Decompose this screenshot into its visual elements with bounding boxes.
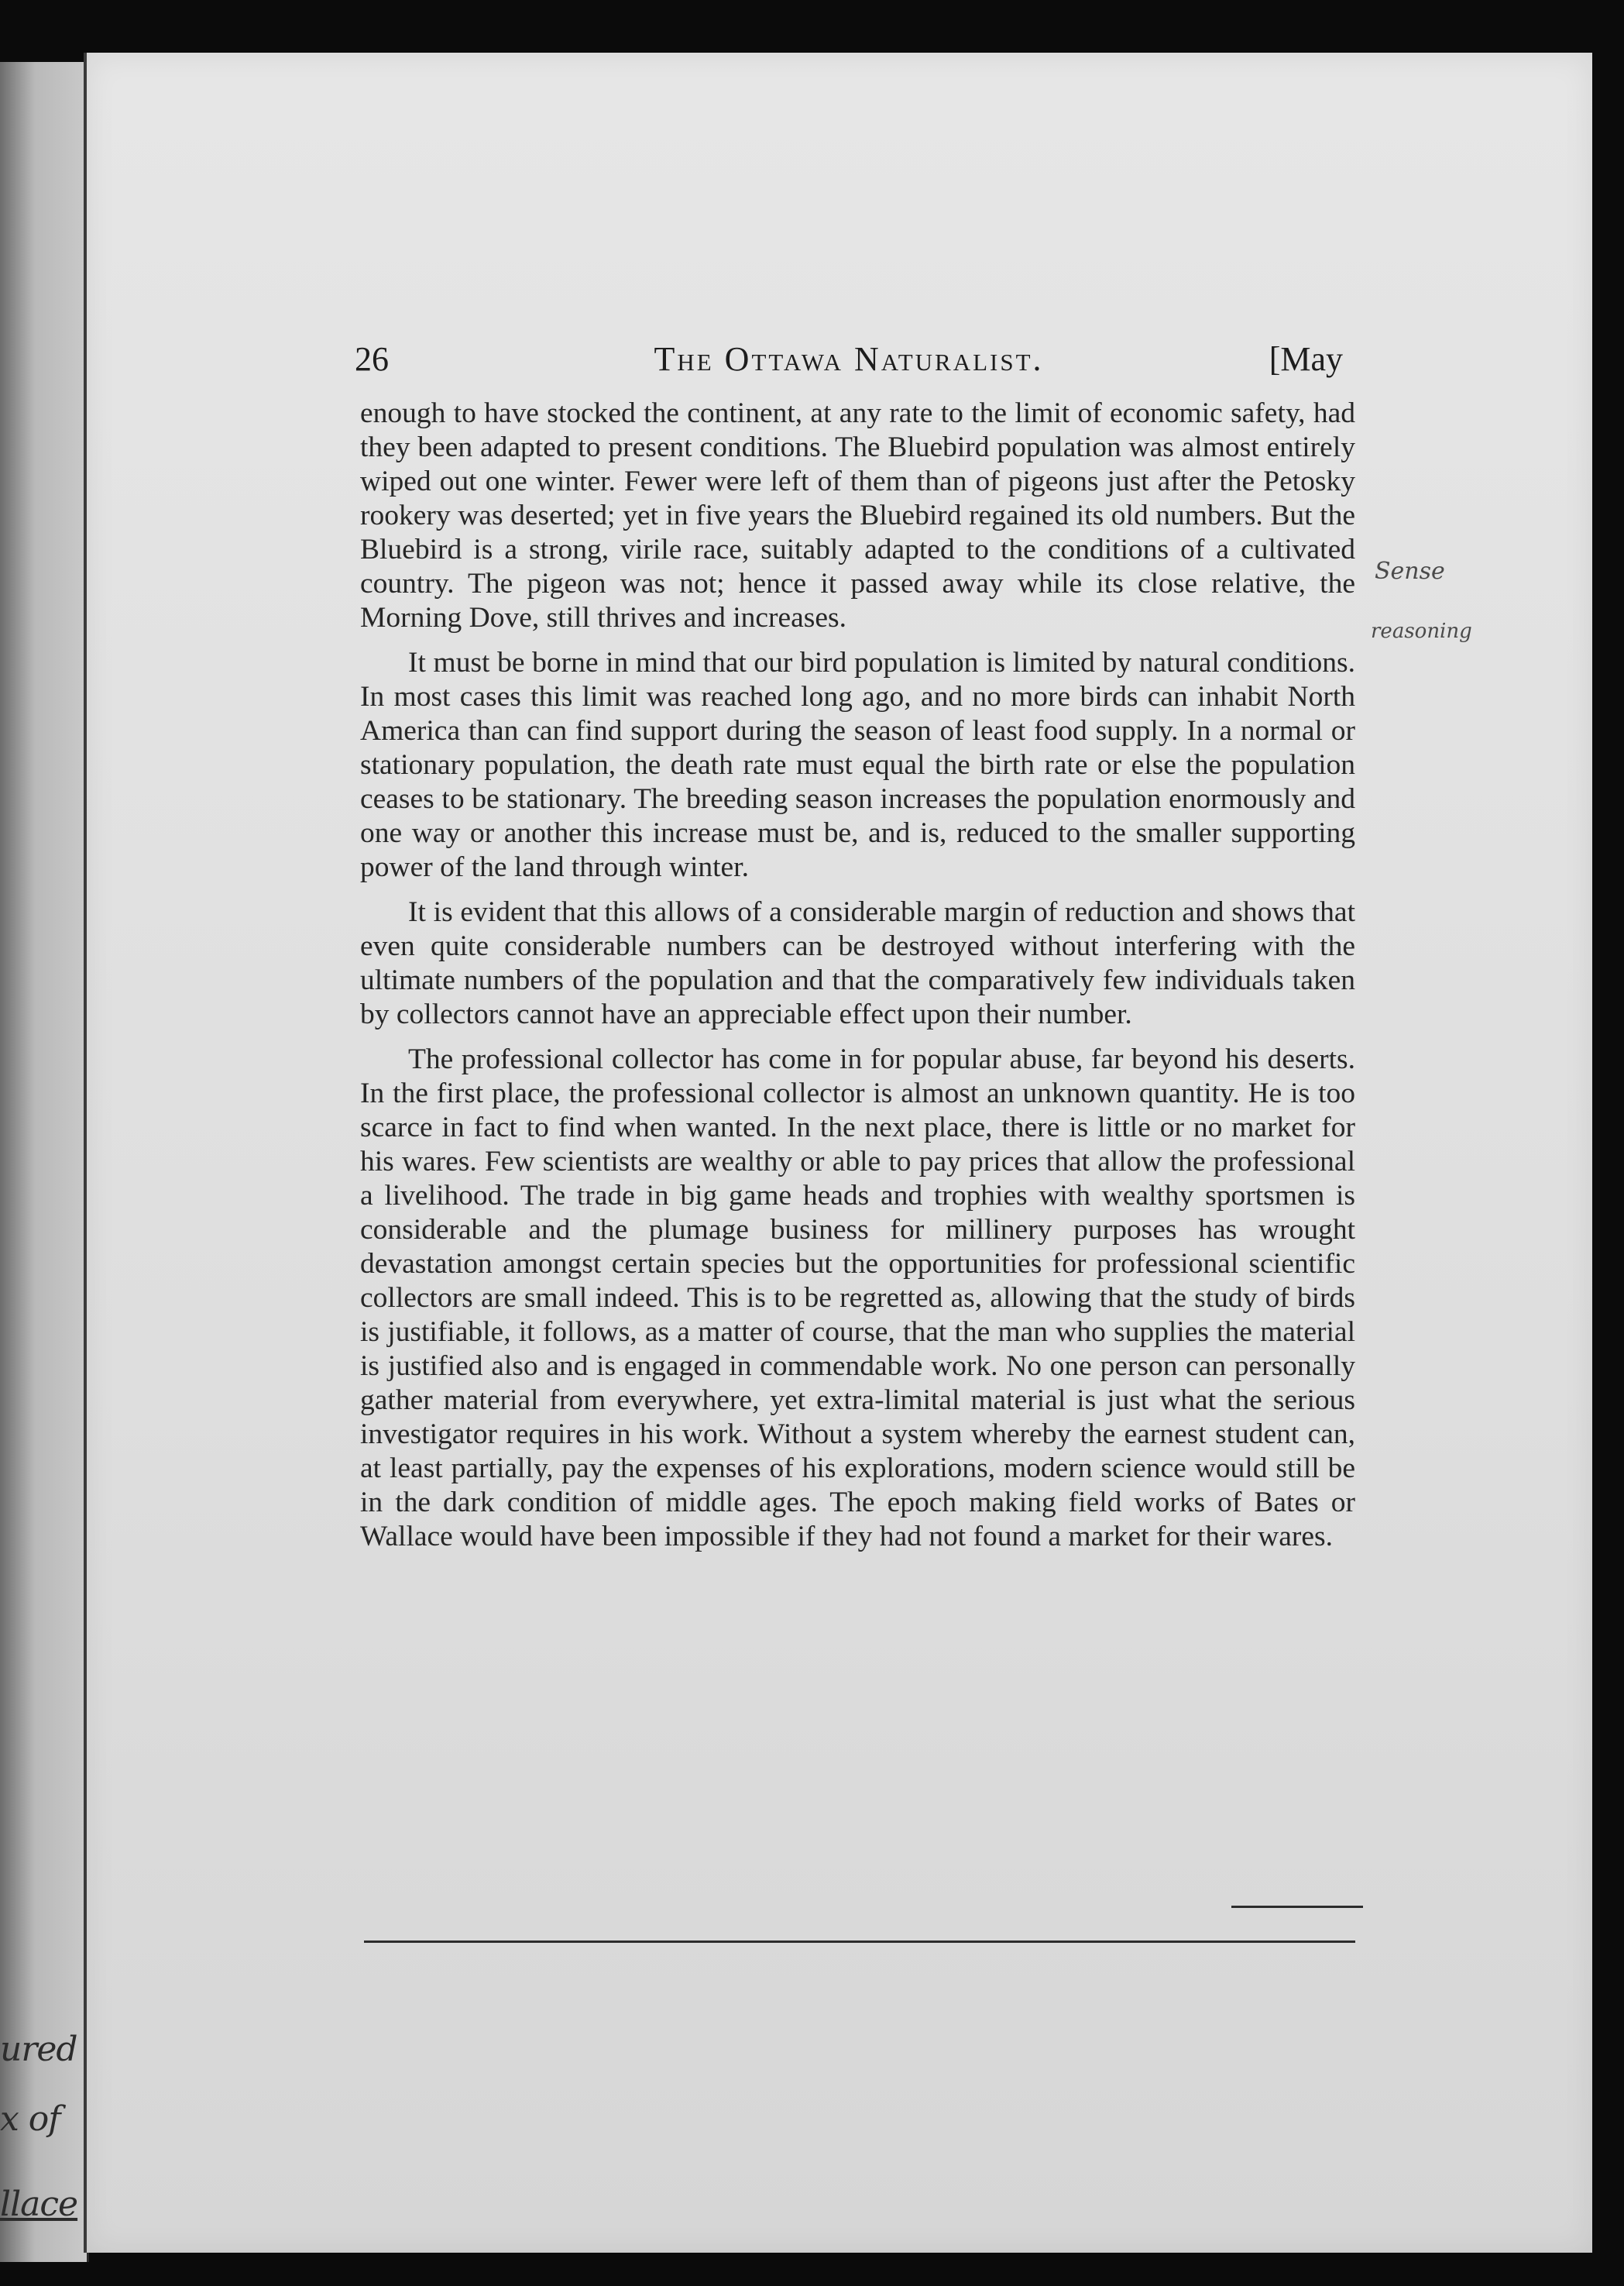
pencil-underline [364,1941,1355,1943]
paragraph: It is evident that this allows of a considerable margin of reduction and shows that even quite considerable numbers can be destroyed without interfering with the ultimate numbers of the population and that the comparatively few individuals taken by collectors cannot have an appreciable effect upon their number. [360,896,1355,1030]
pencil-underline [1231,1906,1363,1908]
paragraph: The professional collector has come in for popular abuse, far beyond his deserts. In the first place, the professional collector is almost an unknown quantity. He is too scarce in fact to find when wanted. In the next place, there is little or no market for his wares. Few scientists are wealthy or able to pay prices that allow the professional a livelihood. The trade in big game heads and trophies with wealthy sportsmen is considerable and the plumage business for millinery purposes has wrought devastation amongst certain species but the opportunities for professional scientific collectors are small indeed. This is to be regretted as, allowing that the study of birds is justifiable, it follows, as a matter of course, that the man who supplies the material is justified also and is engaged in commendable work. No one person can personally gather material from everywhere, yet extra-limital material is just what the serious investigator requires in his work. Without a system whereby the earnest student can, at least partially, pay the expenses of his explorations, modern science would still be in the dark condition of middle ages. The epoch making field works of Bates or Wallace would have been impossible if they had not found a market for their wares. [360,1043,1355,1552]
facing-page-edge [0,62,89,2262]
facing-page-handwriting: llace [0,2185,78,2224]
paragraph: enough to have stocked the continent, at any rate to the limit of economic safety, had they been adapted to present conditions. The Bluebird population was almost entirely wiped out one winter. Fewer were left of them than of pigeons just after the Petosky rookery was deserted; yet in five years the Bluebird regained its old numbers. But the Bluebird is a strong, virile race, suitably adapted to the conditions of a cultivated country. The pigeon was not; hence it passed away while its close relative, the Morning Dove, still thrives and increases. [360,397,1355,634]
facing-page-handwriting: ured [0,2030,77,2069]
paragraph: It must be borne in mind that our bird population is limited by natural conditions. In most cases this limit was reached long ago, and no more birds can inhabit North America than can find support during the season of least food supply. In a normal or stationary population, the death rate must equal the birth rate or else the population ceases to be stationary. The breeding season increases the population enormously and one way or another this increase must be, and is, reduced to the smaller supporting power of the land through winter. [360,647,1355,883]
handwritten-note: reasoning [1371,620,1472,643]
article-body [360,397,1355,1554]
handwritten-note: Sense [1375,558,1445,585]
page-number: 26 [355,340,389,378]
facing-page-handwriting: x of [0,2099,60,2139]
journal-title: The Ottawa Naturalist. [654,340,1044,378]
issue-month: [May [1269,340,1343,378]
running-header [355,339,1343,383]
